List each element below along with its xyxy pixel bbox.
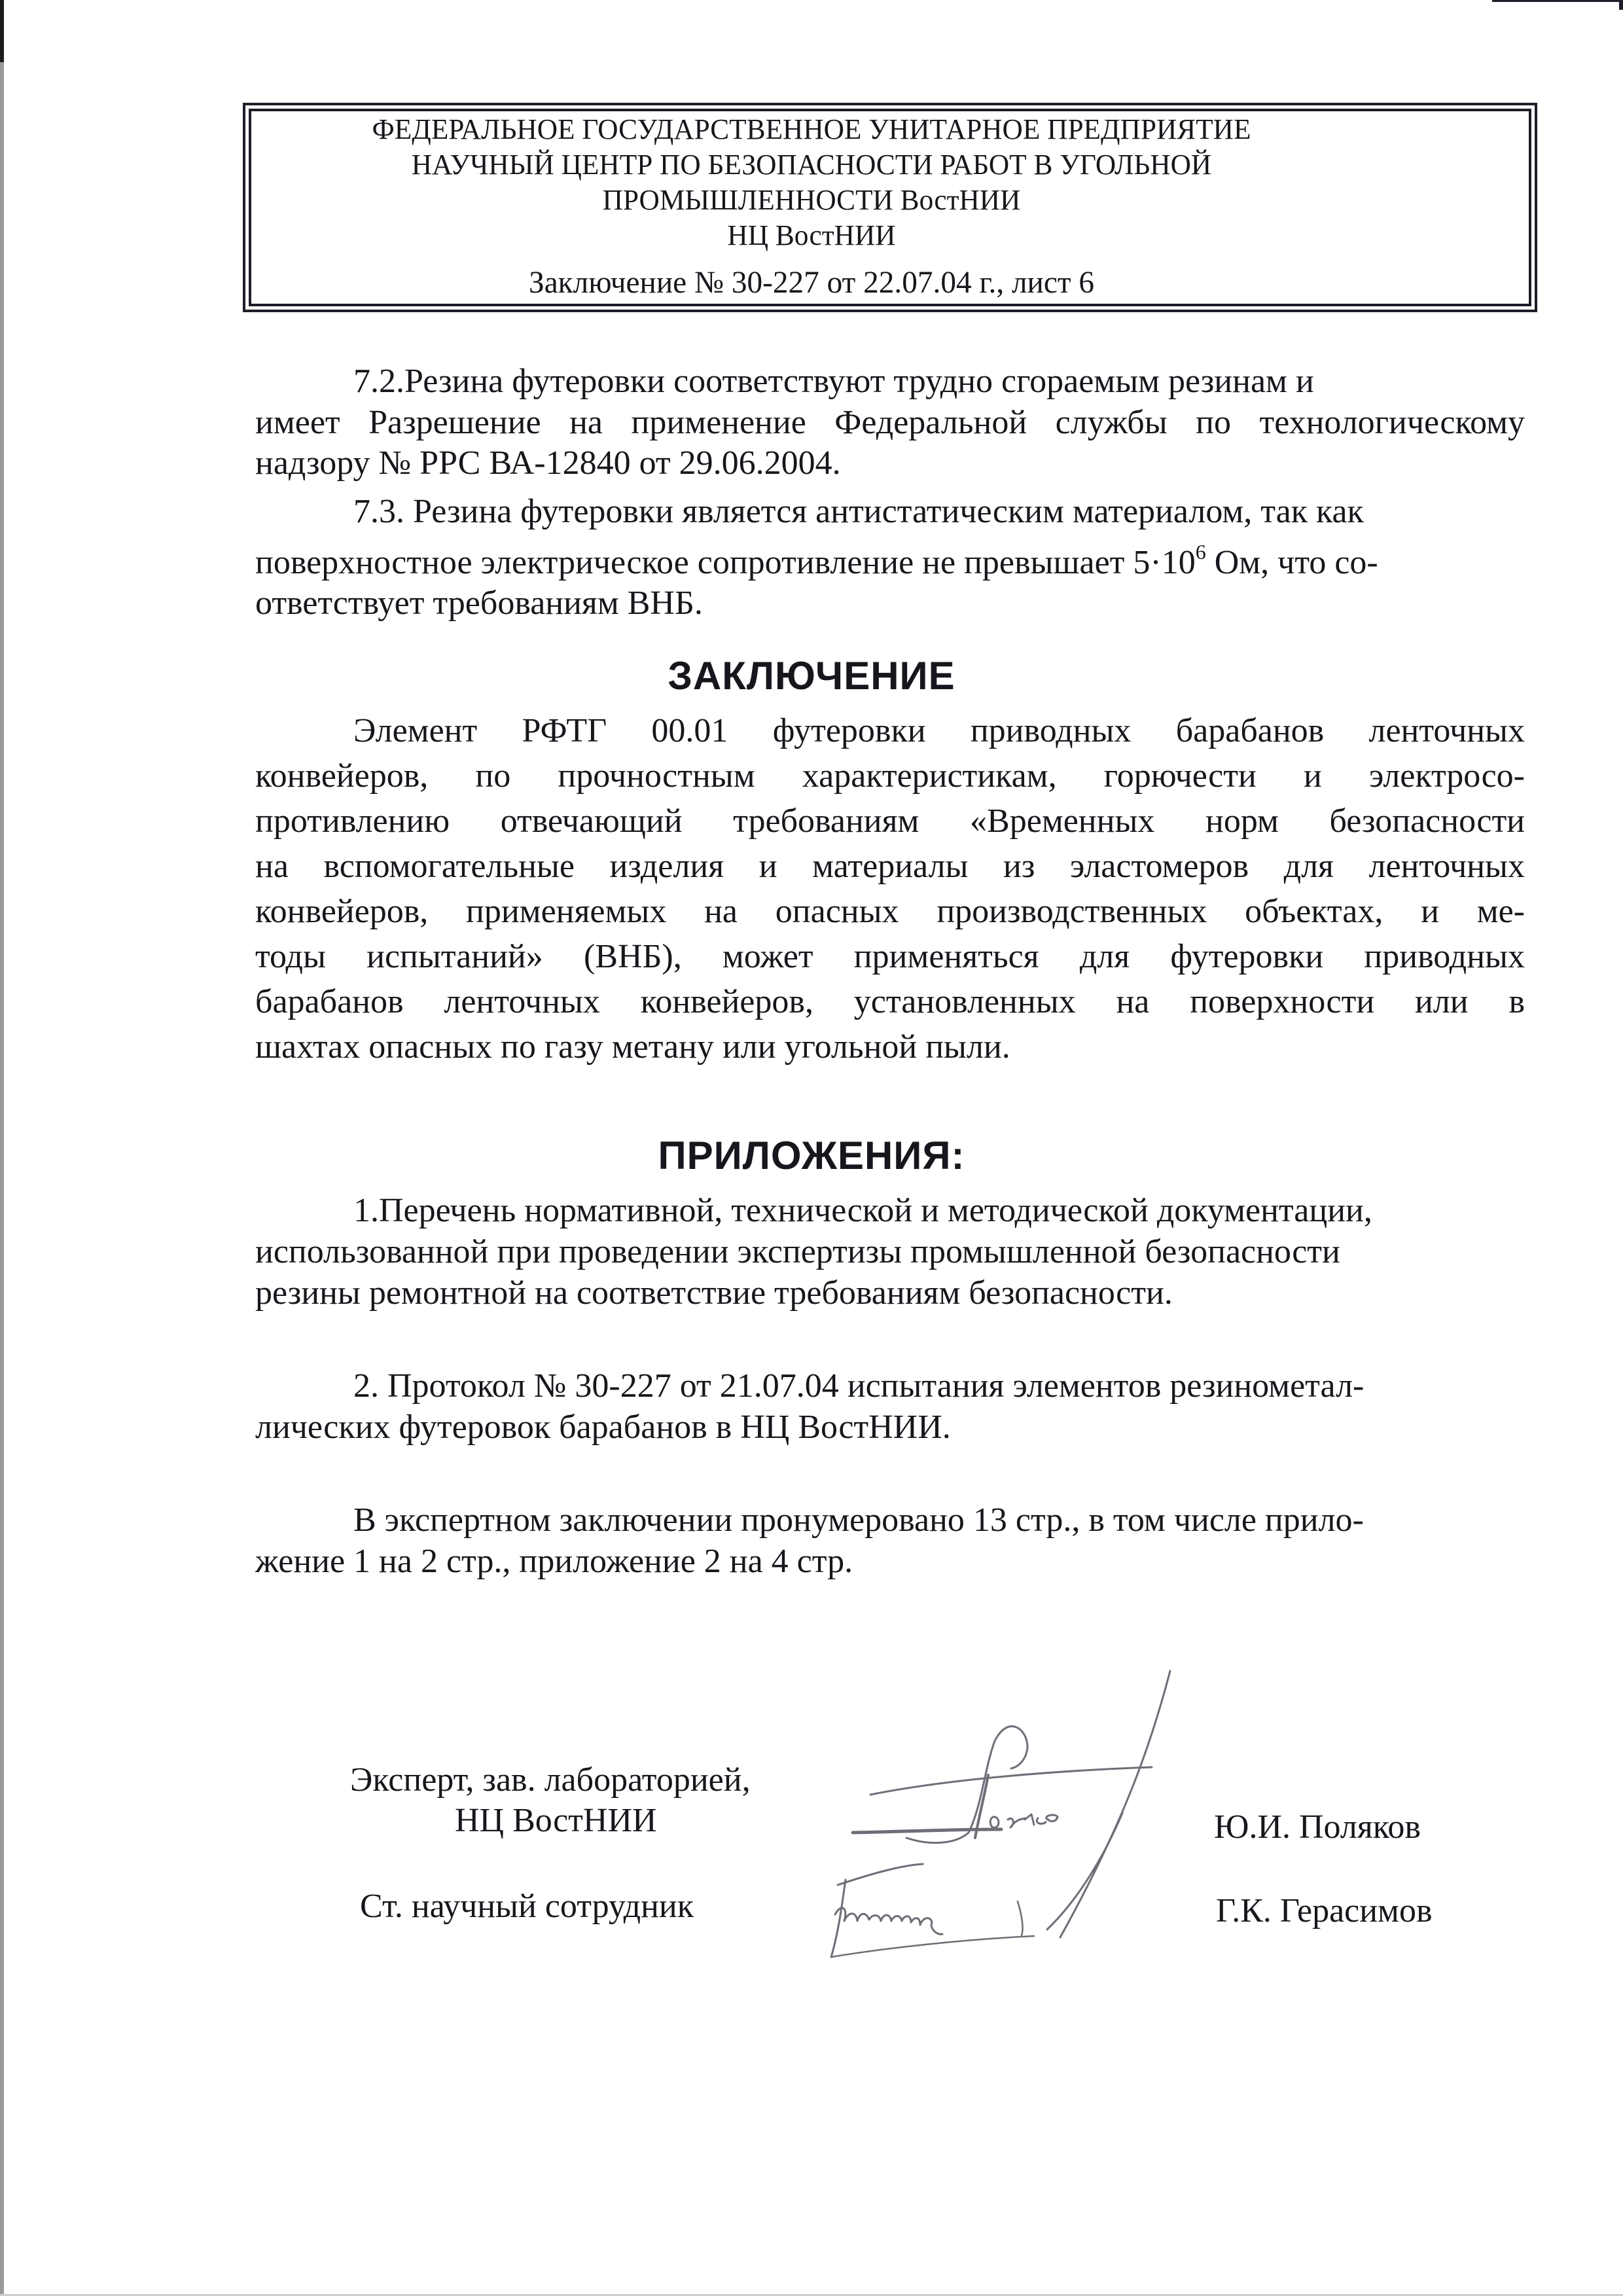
section-7-3-line-3: ответствует требованиям ВНБ. — [255, 584, 703, 622]
document-reference: Заключение № 30-227 от 22.07.04 г., лист 6 — [529, 265, 1094, 300]
appendix-1-line-3: резины ремонтной на соответствие требованиям безопасности. — [255, 1274, 1173, 1312]
conclusion-heading: ЗАКЛЮЧЕНИЕ — [668, 654, 955, 698]
expert-title-line-1: Эксперт, зав. лабораторией, — [350, 1761, 751, 1799]
conclusion-line-2: конвейеров, по прочностным характеристикам, горючести и электросо- — [255, 757, 1525, 795]
appendix-1-line-2: использованной при проведении экспертизы промышленной безопасности — [255, 1233, 1340, 1270]
scan-edge — [1619, 0, 1623, 10]
resistance-exponent: 6 — [1195, 540, 1206, 564]
scan-edge — [1492, 0, 1623, 2]
senior-researcher-name: Г.К. Герасимов — [1216, 1892, 1433, 1929]
conclusion-line-8: шахтах опасных по газу метану или угольной пыли. — [255, 1028, 1010, 1066]
expert-title-line-2: НЦ ВостНИИ — [455, 1802, 657, 1839]
section-7-2-line-1: 7.2.Резина футеровки соответствуют трудно сгораемым резинам и — [353, 363, 1314, 400]
appendix-1-line-1: 1.Перечень нормативной, технической и методической документации, — [353, 1192, 1372, 1229]
appendix-2-line-2: лических футеровок барабанов в НЦ ВостНИИ. — [255, 1408, 951, 1446]
section-7-2-line-3: надзору № РРС ВА-12840 от 29.06.2004. — [255, 444, 841, 482]
signature-gerasimov — [831, 1864, 1034, 1957]
resistance-text: поверхностное электрическое сопротивление не превышает 5·10 — [255, 544, 1196, 581]
senior-researcher-title: Ст. научный сотрудник — [360, 1888, 694, 1925]
conclusion-line-6: тоды испытаний» (ВНБ), может применяться для футеровки приводных — [255, 938, 1525, 975]
scan-edge — [0, 0, 4, 62]
org-name-line-1: ФЕДЕРАЛЬНОЕ ГОСУДАРСТВЕННОЕ УНИТАРНОЕ ПРЕДПРИЯТИЕ — [372, 113, 1251, 145]
conclusion-line-4: на вспомогательные изделия и материалы из эластомеров для ленточных — [255, 848, 1525, 885]
conclusion-line-7: барабанов ленточных конвейеров, установленных на поверхности или в — [255, 983, 1525, 1020]
section-7-2-line-2: имеет Разрешение на применение Федеральной службы по технологическому — [255, 404, 1525, 441]
signature-polyakov — [853, 1671, 1170, 1937]
page-count-line-1: В экспертном заключении пронумеровано 13 стр., в том числе прило- — [353, 1501, 1364, 1539]
conclusion-line-3: противлению отвечающий требованиям «Временных норм безопасности — [255, 802, 1525, 840]
conclusion-line-1: Элемент РФТГ 00.01 футеровки приводных барабанов ленточных — [353, 712, 1525, 749]
conclusion-line-5: конвейеров, применяемых на опасных производственных объектах, и ме- — [255, 893, 1525, 930]
page-count-line-2: жение 1 на 2 стр., приложение 2 на 4 стр. — [255, 1543, 853, 1580]
section-7-3-line-2 — [255, 540, 1525, 583]
org-short-name: НЦ ВостНИИ — [727, 219, 896, 251]
org-name-line-3: ПРОМЫШЛЕННОСТИ ВостНИИ — [602, 184, 1021, 216]
expert-name: Ю.И. Поляков — [1214, 1808, 1421, 1846]
resistance-text-tail: Ом, что со- — [1205, 544, 1378, 581]
org-name-line-2: НАУЧНЫЙ ЦЕНТР ПО БЕЗОПАСНОСТИ РАБОТ В УГОЛЬНОЙ — [411, 149, 1212, 181]
section-7-3-line-1: 7.3. Резина футеровки является антистатическим материалом, так как — [353, 493, 1364, 530]
appendix-2-line-1: 2. Протокол № 30-227 от 21.07.04 испытания элементов резинометал- — [353, 1367, 1364, 1405]
appendices-heading: ПРИЛОЖЕНИЯ: — [658, 1134, 965, 1177]
